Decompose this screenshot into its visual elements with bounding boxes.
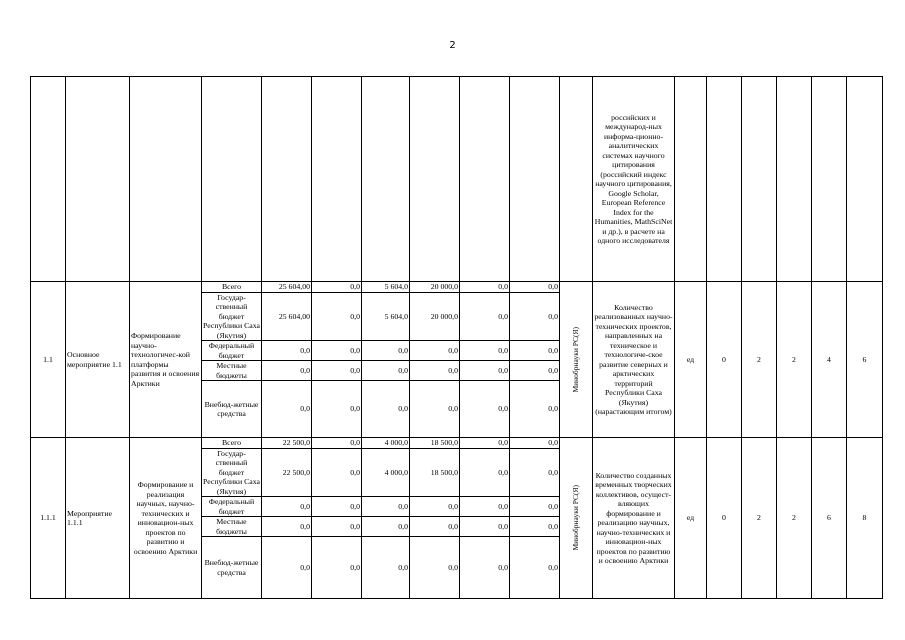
funding-value: 0,0: [362, 517, 410, 537]
funding-value: 0,0: [312, 341, 362, 361]
row-number: 1.1: [31, 282, 66, 438]
cont-cell: [362, 77, 410, 282]
cont-cell: [847, 77, 883, 282]
funding-value: 0,0: [460, 497, 510, 517]
funding-value: 0,0: [460, 361, 510, 381]
funding-value: 20 000,0: [410, 292, 460, 341]
funding-value: 0,0: [312, 448, 362, 497]
year-value: 2: [777, 438, 812, 599]
funding-source-label: Внебюд-жетные средства: [202, 537, 262, 599]
funding-value: 4 000,0: [362, 438, 410, 449]
indicator-text: Количество созданных временных творческих коллективов, осущест-вляющих формирование и реализацию научных, научно-технических и инновацион-ных проектов по развитию и освоению Арктики: [593, 438, 675, 599]
funding-value: 0,0: [510, 282, 560, 293]
funding-value: 5 604,0: [362, 282, 410, 293]
funding-value: 0,0: [410, 517, 460, 537]
funding-value: 18 500,0: [410, 448, 460, 497]
responsible-executor: [560, 438, 593, 599]
year-value: 2: [742, 438, 777, 599]
funding-value: 0,0: [362, 361, 410, 381]
funding-value: 0,0: [410, 497, 460, 517]
event-name: Формирование научно-технологичес-кой платформы развития и освоения Арктики: [130, 282, 202, 438]
responsible-text: Минобрнауки РС(Я): [571, 485, 581, 551]
funding-value: 0,0: [262, 537, 312, 599]
funding-value: 0,0: [312, 497, 362, 517]
page-number: 2: [449, 40, 456, 51]
year-value: 0: [707, 282, 742, 438]
funding-value: 0,0: [410, 537, 460, 599]
funding-value: 0,0: [312, 292, 362, 341]
funding-value: 0,0: [262, 341, 312, 361]
funding-value: 25 604,00: [262, 292, 312, 341]
year-value: 6: [847, 282, 883, 438]
funding-value: 0,0: [312, 438, 362, 449]
funding-value: 0,0: [362, 537, 410, 599]
funding-value: 0,0: [460, 438, 510, 449]
cont-cell: [560, 77, 593, 282]
funding-value: 0,0: [460, 282, 510, 293]
cont-cell: [130, 77, 202, 282]
funding-source-label: Внебюд-жетные средства: [202, 381, 262, 438]
funding-value: 25 604,00: [262, 282, 312, 293]
cont-cell: [410, 77, 460, 282]
funding-value: 0,0: [312, 282, 362, 293]
unit: ед: [675, 438, 707, 599]
cont-cell: [812, 77, 847, 282]
funding-value: 0,0: [460, 517, 510, 537]
funding-value: 0,0: [362, 497, 410, 517]
funding-value: 0,0: [510, 448, 560, 497]
funding-value: 0,0: [460, 381, 510, 438]
year-value: 4: [812, 282, 847, 438]
funding-value: 4 000,0: [362, 448, 410, 497]
funding-value: 22 500,0: [262, 448, 312, 497]
funding-value: 18 500,0: [410, 438, 460, 449]
funding-value: 0,0: [312, 537, 362, 599]
funding-source-label: Местные бюджеты: [202, 361, 262, 381]
funding-source-label: Всего: [202, 282, 262, 293]
funding-value: 0,0: [362, 341, 410, 361]
continuation-row: [31, 77, 883, 282]
indicator-text: Количество реализованных научно-технических проектов, направленных на техническое и технологиче-ское развитие северных и арктических территорий Республики Саха (Якутия) (нарастающим итогом): [593, 282, 675, 438]
funding-value: 0,0: [510, 292, 560, 341]
funding-value: 0,0: [460, 448, 510, 497]
funding-source-label: Государ-ственный бюджет Республики Саха (Якутия): [203, 448, 260, 496]
indicator-continued: российских и международ-ных информа-ционно-аналитических системах научного цитирования (российский индекс научного цитирования, Google Scholar, European Reference Index for the Humanities, MathSciNet и др.), в расчете на одного исследователя: [593, 77, 675, 282]
funding-value: 0,0: [510, 438, 560, 449]
funding-value: 0,0: [460, 292, 510, 341]
responsible-executor: [560, 282, 593, 438]
funding-value: 0,0: [460, 341, 510, 361]
year-value: 6: [812, 438, 847, 599]
cont-cell: [777, 77, 812, 282]
funding-source-label: Государ-ственный бюджет Республики Саха (Якутия): [203, 292, 260, 340]
year-value: 2: [742, 282, 777, 438]
row-number: 1.1.1: [31, 438, 66, 599]
funding-value: 0,0: [312, 517, 362, 537]
cont-cell: [707, 77, 742, 282]
cont-cell: [66, 77, 130, 282]
funding-row-total: [31, 438, 883, 449]
cont-cell: [510, 77, 560, 282]
funding-value: 5 604,0: [362, 292, 410, 341]
unit: ед: [675, 282, 707, 438]
funding-source-label: Федеральный бюджет: [202, 497, 262, 517]
funding-value: 0,0: [262, 361, 312, 381]
funding-value: 0,0: [510, 517, 560, 537]
funding-value: 0,0: [262, 381, 312, 438]
funding-value: 0,0: [410, 341, 460, 361]
cont-cell: [262, 77, 312, 282]
funding-value: 0,0: [312, 381, 362, 438]
event-type: Мероприятие 1.1.1: [66, 438, 130, 599]
cont-cell: [202, 77, 262, 282]
funding-value: 0,0: [510, 537, 560, 599]
responsible-text: Минобрнауки РС(Я): [571, 326, 581, 393]
cont-cell: [742, 77, 777, 282]
event-type: Основное мероприятие 1.1: [66, 282, 130, 438]
funding-value: 0,0: [410, 361, 460, 381]
funding-value: 0,0: [262, 517, 312, 537]
funding-value: 0,0: [362, 381, 410, 438]
funding-value: 0,0: [460, 537, 510, 599]
year-value: 2: [777, 282, 812, 438]
funding-value: 0,0: [312, 361, 362, 381]
funding-value: 0,0: [510, 341, 560, 361]
program-table: [30, 76, 883, 599]
funding-value: 0,0: [262, 497, 312, 517]
cont-cell: [675, 77, 707, 282]
cont-cell: [31, 77, 66, 282]
funding-source-label: Местные бюджеты: [202, 517, 262, 537]
funding-row-total: [31, 282, 883, 293]
funding-value: 0,0: [410, 381, 460, 438]
year-value: 0: [707, 438, 742, 599]
funding-value: 22 500,0: [262, 438, 312, 449]
cont-cell: [460, 77, 510, 282]
funding-source-label: Всего: [202, 438, 262, 449]
funding-value: 0,0: [510, 381, 560, 438]
funding-value: 0,0: [510, 497, 560, 517]
year-value: 8: [847, 438, 883, 599]
funding-value: 20 000,0: [410, 282, 460, 293]
funding-value: 0,0: [510, 361, 560, 381]
cont-cell: [312, 77, 362, 282]
event-name: Формирование и реализация научных, научно-технических и инновацион-ных проектов по развитию и освоению Арктики: [130, 438, 202, 599]
funding-source-label: Федеральный бюджет: [202, 341, 262, 361]
